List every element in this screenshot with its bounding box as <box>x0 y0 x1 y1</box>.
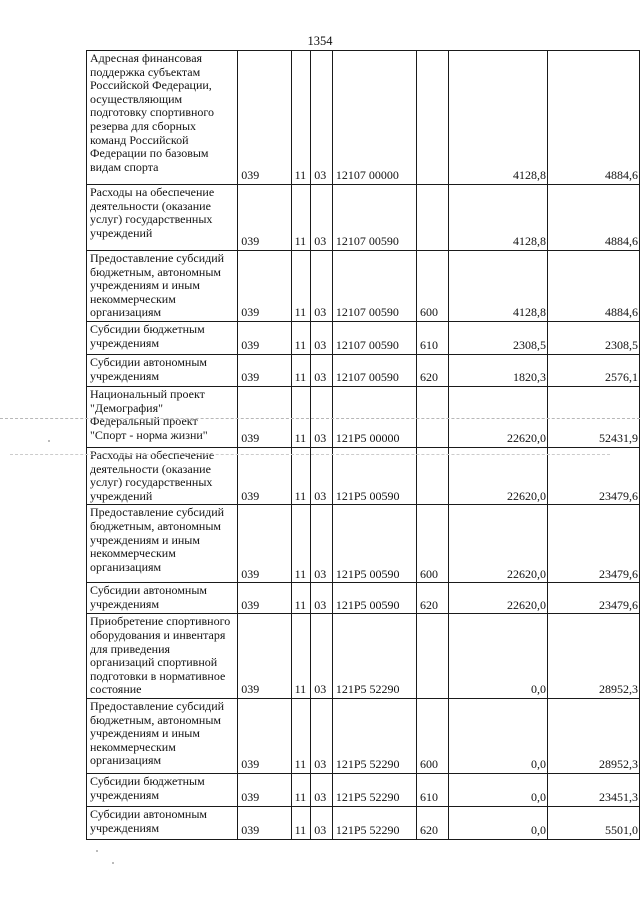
row-value-2020-cell: 28952,3 <box>548 698 640 773</box>
row-name-cell: Расходы на обеспечение деятельности (оказание услуг) государственных учреждений <box>87 185 238 251</box>
row-value-2020-cell: 23479,6 <box>548 583 640 614</box>
row-section-cell: 11 <box>291 505 311 583</box>
row-value-2019-cell: 0,0 <box>448 806 547 839</box>
row-name-cell: Национальный проект "Демография" Федеральный проект "Спорт - норма жизни" <box>87 386 238 447</box>
row-subsection-cell: 03 <box>311 698 333 773</box>
row-value-2020-cell: 4884,6 <box>548 51 640 185</box>
row-section-cell: 11 <box>291 614 311 699</box>
table-row <box>87 321 640 354</box>
row-target-cell: 121P5 52290 <box>332 614 416 699</box>
row-expense-type-cell: 620 <box>417 354 449 386</box>
row-ministry-cell: 039 <box>238 185 291 251</box>
row-value-2020-cell: 28952,3 <box>548 614 640 699</box>
row-value-2019-cell: 22620,0 <box>448 447 547 504</box>
row-section-cell: 11 <box>291 386 311 447</box>
row-name-cell: Предоставление субсидий бюджетным, автономным учреждениям и иным некоммерческим организациям <box>87 698 238 773</box>
row-ministry-cell: 039 <box>238 614 291 699</box>
row-expense-type-cell: 620 <box>417 583 449 614</box>
row-target-cell: 121P5 52290 <box>332 698 416 773</box>
row-name-cell: Субсидии автономным учреждениям <box>87 354 238 386</box>
table-row <box>87 51 640 185</box>
row-section-cell: 11 <box>291 698 311 773</box>
scan-artifact-line <box>10 454 610 455</box>
row-ministry-cell: 039 <box>238 321 291 354</box>
row-name-cell: Субсидии автономным учреждениям <box>87 806 238 839</box>
row-value-2020-cell: 4884,6 <box>548 251 640 322</box>
row-target-cell: 12107 00590 <box>332 185 416 251</box>
row-subsection-cell: 03 <box>311 251 333 322</box>
row-expense-type-cell: 610 <box>417 773 449 806</box>
row-name-cell: Приобретение спортивного оборудования и инвентаря для приведения организаций спортивной подготовки в нормативное состояние <box>87 614 238 699</box>
row-target-cell: 12107 00000 <box>332 51 416 185</box>
table-row <box>87 614 640 699</box>
row-subsection-cell: 03 <box>311 185 333 251</box>
row-section-cell: 11 <box>291 447 311 504</box>
row-expense-type-cell <box>417 447 449 504</box>
row-target-cell: 12107 00590 <box>332 354 416 386</box>
row-expense-type-cell <box>417 386 449 447</box>
row-expense-type-cell: 620 <box>417 806 449 839</box>
row-name-cell: Субсидии бюджетным учреждениям <box>87 321 238 354</box>
table-row <box>87 251 640 322</box>
row-target-cell: 12107 00590 <box>332 251 416 322</box>
row-target-cell: 121P5 52290 <box>332 806 416 839</box>
table-row <box>87 505 640 583</box>
table-row <box>87 806 640 839</box>
row-section-cell: 11 <box>291 321 311 354</box>
row-target-cell: 121P5 00590 <box>332 505 416 583</box>
budget-table <box>86 50 640 840</box>
row-value-2019-cell: 22620,0 <box>448 583 547 614</box>
row-value-2020-cell: 52431,9 <box>548 386 640 447</box>
row-value-2020-cell: 23479,6 <box>548 505 640 583</box>
row-ministry-cell: 039 <box>238 773 291 806</box>
row-value-2019-cell: 4128,8 <box>448 251 547 322</box>
row-expense-type-cell <box>417 614 449 699</box>
row-value-2019-cell: 2308,5 <box>448 321 547 354</box>
row-name-cell: Предоставление субсидий бюджетным, автономным учреждениям и иным некоммерческим организациям <box>87 251 238 322</box>
row-target-cell: 121P5 00590 <box>332 447 416 504</box>
row-subsection-cell: 03 <box>311 773 333 806</box>
row-subsection-cell: 03 <box>311 386 333 447</box>
row-target-cell: 121P5 00590 <box>332 583 416 614</box>
row-ministry-cell: 039 <box>238 354 291 386</box>
row-name-cell: Субсидии бюджетным учреждениям <box>87 773 238 806</box>
scan-artifact-line <box>0 418 640 419</box>
table-row <box>87 386 640 447</box>
row-subsection-cell: 03 <box>311 806 333 839</box>
row-subsection-cell: 03 <box>311 583 333 614</box>
row-ministry-cell: 039 <box>238 447 291 504</box>
row-expense-type-cell: 600 <box>417 698 449 773</box>
table-row <box>87 698 640 773</box>
row-ministry-cell: 039 <box>238 698 291 773</box>
row-subsection-cell: 03 <box>311 447 333 504</box>
page-number: 1354 <box>307 34 333 48</box>
row-target-cell: 121P5 52290 <box>332 773 416 806</box>
row-ministry-cell: 039 <box>238 51 291 185</box>
row-section-cell: 11 <box>291 251 311 322</box>
row-ministry-cell: 039 <box>238 806 291 839</box>
row-section-cell: 11 <box>291 185 311 251</box>
row-section-cell: 11 <box>291 773 311 806</box>
row-name-cell: Предоставление субсидий бюджетным, автономным учреждениям и иным некоммерческим организациям <box>87 505 238 583</box>
row-expense-type-cell: 610 <box>417 321 449 354</box>
table-row <box>87 447 640 504</box>
row-value-2019-cell: 22620,0 <box>448 386 547 447</box>
row-value-2019-cell: 4128,8 <box>448 185 547 251</box>
row-expense-type-cell: 600 <box>417 251 449 322</box>
row-expense-type-cell <box>417 185 449 251</box>
table-row <box>87 773 640 806</box>
row-value-2020-cell: 4884,6 <box>548 185 640 251</box>
row-target-cell: 121P5 00000 <box>332 386 416 447</box>
row-value-2019-cell: 4128,8 <box>448 51 547 185</box>
row-ministry-cell: 039 <box>238 583 291 614</box>
budget-table-body <box>87 51 640 840</box>
scan-speck <box>112 862 114 864</box>
row-expense-type-cell: 600 <box>417 505 449 583</box>
row-value-2019-cell: 0,0 <box>448 698 547 773</box>
row-value-2019-cell: 0,0 <box>448 773 547 806</box>
row-subsection-cell: 03 <box>311 51 333 185</box>
row-value-2020-cell: 23479,6 <box>548 447 640 504</box>
row-value-2020-cell: 2308,5 <box>548 321 640 354</box>
scan-speck <box>96 850 98 852</box>
row-section-cell: 11 <box>291 354 311 386</box>
row-subsection-cell: 03 <box>311 505 333 583</box>
row-subsection-cell: 03 <box>311 321 333 354</box>
row-value-2019-cell: 22620,0 <box>448 505 547 583</box>
row-subsection-cell: 03 <box>311 614 333 699</box>
row-subsection-cell: 03 <box>311 354 333 386</box>
row-name-cell: Субсидии автономным учреждениям <box>87 583 238 614</box>
row-expense-type-cell <box>417 51 449 185</box>
row-value-2019-cell: 0,0 <box>448 614 547 699</box>
scan-speck <box>48 440 50 442</box>
row-value-2020-cell: 5501,0 <box>548 806 640 839</box>
row-section-cell: 11 <box>291 51 311 185</box>
row-value-2020-cell: 23451,3 <box>548 773 640 806</box>
row-value-2019-cell: 1820,3 <box>448 354 547 386</box>
table-row <box>87 583 640 614</box>
row-ministry-cell: 039 <box>238 386 291 447</box>
table-row <box>87 354 640 386</box>
row-target-cell: 12107 00590 <box>332 321 416 354</box>
row-value-2020-cell: 2576,1 <box>548 354 640 386</box>
row-ministry-cell: 039 <box>238 251 291 322</box>
table-row <box>87 185 640 251</box>
row-ministry-cell: 039 <box>238 505 291 583</box>
row-name-cell: Расходы на обеспечение деятельности (оказание услуг) государственных учреждений <box>87 447 238 504</box>
row-name-cell: Адресная финансовая поддержка субъектам Российской Федерации, осуществляющим подготовку спортивного резерва для сборных команд Российской Федерации по базовым видам спорта <box>87 51 238 185</box>
row-section-cell: 11 <box>291 583 311 614</box>
row-section-cell: 11 <box>291 806 311 839</box>
